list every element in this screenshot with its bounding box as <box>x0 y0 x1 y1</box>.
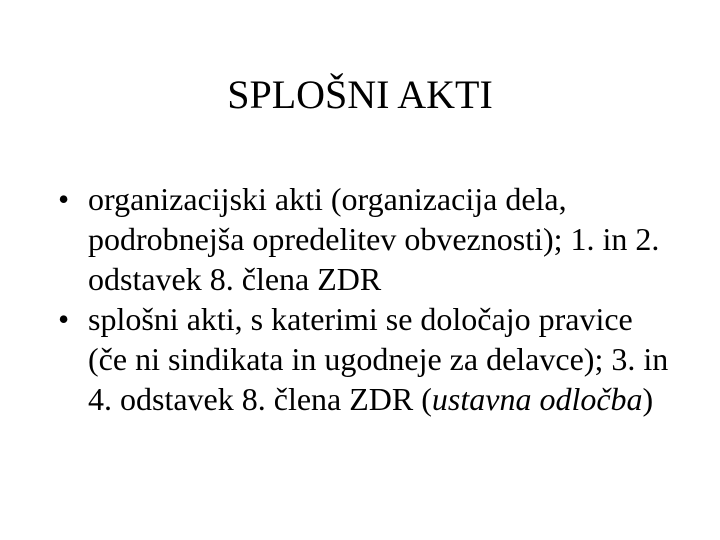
bullet-text-main: splošni akti, s katerimi se določajo pravice (če ni sindikata in ugodneje za delavce); 3. in 4. odstavek 8. člena ZDR ( <box>88 301 669 417</box>
bullet-text-italic: ustavna odločba <box>431 381 643 417</box>
slide-title: SPLOŠNI AKTI <box>227 72 493 117</box>
bullet-item-organizational-acts <box>58 179 678 299</box>
bullet-icon: • <box>58 301 70 337</box>
bullet-text <box>88 301 668 417</box>
bullet-text-closing: ) <box>642 381 654 417</box>
bullet-text: organizacijski akti (organizacija dela, podrobnejša opredelitev obveznosti); 1. in 2. odstavek 8. člena ZDR <box>88 181 660 297</box>
bullet-item-general-acts <box>58 299 678 419</box>
bullet-list <box>58 179 678 419</box>
bullet-icon: • <box>58 181 70 217</box>
